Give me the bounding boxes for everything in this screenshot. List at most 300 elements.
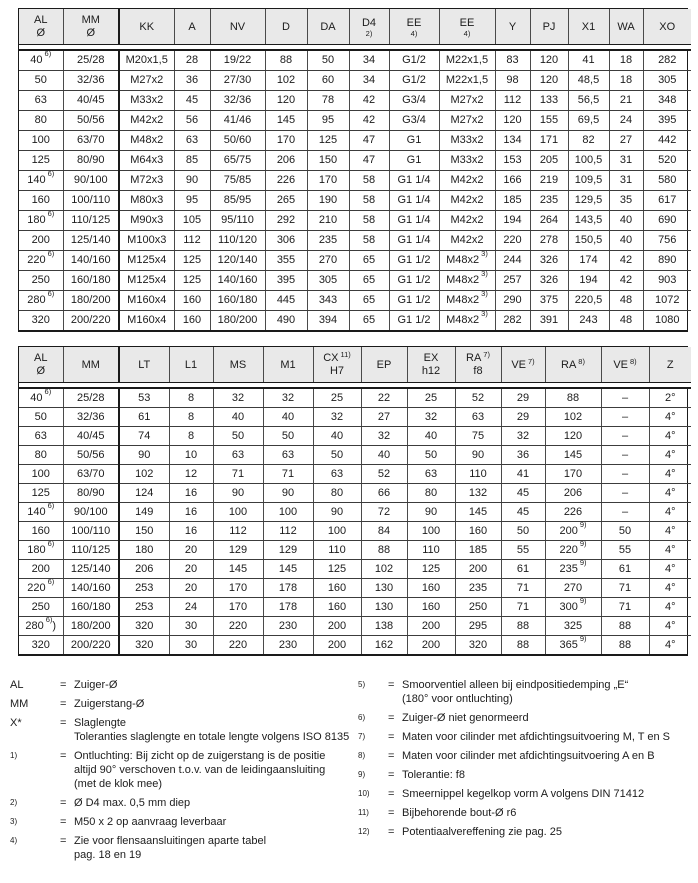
- table-cell: 31: [609, 151, 643, 171]
- table-cell: 160: [174, 311, 210, 331]
- table-cell: 219: [530, 171, 568, 191]
- table-cell: 34: [349, 50, 389, 71]
- table-cell: 80: [313, 484, 361, 503]
- table-cell: 320: [119, 617, 169, 636]
- table-cell: 200/220: [63, 311, 119, 331]
- footnote-mark: 3): [481, 250, 488, 258]
- table-cell: 120: [545, 427, 601, 446]
- table-cell: 129,5: [568, 191, 609, 211]
- table-cell: 200: [313, 636, 361, 655]
- table-cell: 61: [119, 408, 169, 427]
- table-cell: 220: [213, 617, 263, 636]
- footnote-mark: 9): [579, 521, 587, 529]
- table-cell: 150: [307, 151, 349, 171]
- table-cell: 4°: [649, 446, 691, 465]
- table-cell: 47: [349, 131, 389, 151]
- header-row: [19, 347, 691, 383]
- table-cell: 50/56: [63, 111, 119, 131]
- table-cell: 71: [601, 598, 649, 617]
- table-cell: M72x3: [119, 171, 174, 191]
- table-cell: 20: [169, 560, 213, 579]
- table-cell: 200: [313, 617, 361, 636]
- table-cell: 4°: [649, 503, 691, 522]
- footnote-entry: [358, 787, 698, 801]
- table-cell: 265: [265, 191, 307, 211]
- table-cell: 50: [263, 427, 313, 446]
- table-cell: 134: [495, 131, 530, 151]
- table-cell: 4°: [649, 598, 691, 617]
- table-cell: 102: [119, 465, 169, 484]
- table-cell: 100: [213, 503, 263, 522]
- table-row: [19, 111, 691, 131]
- equals-sign: =: [60, 750, 67, 762]
- table-cell: 32: [361, 427, 407, 446]
- footnote-entry: [10, 697, 358, 711]
- column-header: RA $^{8)}$: [545, 347, 601, 383]
- table-cell: 244: [495, 251, 530, 271]
- table2: [18, 346, 688, 656]
- table-cell: 130: [361, 579, 407, 598]
- footnote-mark: 4): [410, 28, 418, 38]
- table-cell: 305: [307, 271, 349, 291]
- table-cell: 45: [501, 484, 545, 503]
- table-cell: 348: [643, 91, 691, 111]
- table-cell: G1 1/4: [389, 191, 439, 211]
- table-cell: 25/28: [63, 388, 119, 408]
- footnotes: [10, 678, 698, 867]
- table-cell: 40: [313, 427, 361, 446]
- table-cell: 95: [174, 191, 210, 211]
- table-cell: 690: [643, 211, 691, 231]
- table-cell: –: [601, 388, 649, 408]
- column-header: MM: [63, 347, 119, 383]
- table-cell: 200: [455, 560, 501, 579]
- equals-sign: =: [60, 698, 67, 710]
- table-cell: 230: [263, 636, 313, 655]
- table-cell: 42: [609, 251, 643, 271]
- table-cell: 140/160: [210, 271, 265, 291]
- table-cell: M48x2: [119, 131, 174, 151]
- table-cell: 4°: [649, 484, 691, 503]
- footnote-mark: 6): [47, 502, 55, 510]
- table-cell: 69,5: [568, 111, 609, 131]
- table-cell: 56: [174, 111, 210, 131]
- table-cell: 325: [545, 617, 601, 636]
- table-cell: 166: [495, 171, 530, 191]
- table-cell: 200: [19, 560, 63, 579]
- table-cell: M80x3: [119, 191, 174, 211]
- table-cell: 25: [407, 388, 455, 408]
- footnote-mark: 7): [528, 356, 535, 366]
- equals-sign: =: [60, 679, 67, 691]
- table-cell: 220,5: [568, 291, 609, 311]
- table-cell: 95: [307, 111, 349, 131]
- equals-sign: =: [60, 717, 67, 729]
- table-cell: 75: [455, 427, 501, 446]
- table-cell: 80/90: [63, 484, 119, 503]
- table-cell: 20: [169, 541, 213, 560]
- table-cell: 174: [568, 251, 609, 271]
- table-cell: 40/45: [63, 427, 119, 446]
- table-cell: 88: [265, 50, 307, 71]
- table-cell: M48x2$^{3)}$: [439, 311, 495, 331]
- table-cell: 34: [349, 71, 389, 91]
- footnote-mark: 6): [44, 50, 52, 58]
- equals-sign: =: [388, 712, 395, 724]
- table-cell: 145: [265, 111, 307, 131]
- table-row: [19, 560, 691, 579]
- column-header: EE 4): [439, 9, 495, 45]
- table1-grid: [19, 9, 691, 330]
- table-cell: 145: [213, 560, 263, 579]
- table-cell: 205: [530, 151, 568, 171]
- table-row: [19, 311, 691, 331]
- column-header: VE $^{7)}$: [501, 347, 545, 383]
- footnote-text: Smoorventiel alleen bij eindpositiedemping „E“ (180° voor ontluchting): [402, 679, 629, 705]
- table-cell: 125: [174, 251, 210, 271]
- table-cell: 40$^{6)}$: [19, 50, 63, 71]
- table-cell: 32: [213, 388, 263, 408]
- table-cell: 30: [169, 617, 213, 636]
- table-cell: 32: [313, 408, 361, 427]
- table-cell: 71: [601, 579, 649, 598]
- table-cell: 32/36: [210, 91, 265, 111]
- table-cell: 110/125: [63, 211, 119, 231]
- footnote-text: Ontluchting: Bij zicht op de zuigerstang is de positie altijd 90° verschoven t.o.v. van de leidingaansluiting (met de klok mee): [74, 750, 326, 790]
- table-cell: 100: [313, 522, 361, 541]
- table-cell: 90: [407, 503, 455, 522]
- table-cell: 270: [545, 579, 601, 598]
- column-header: Y: [495, 9, 530, 45]
- table-cell: 50: [213, 427, 263, 446]
- table-cell: 40: [609, 231, 643, 251]
- table-row: [19, 131, 691, 151]
- column-header: EP: [361, 347, 407, 383]
- table-cell: 24: [609, 111, 643, 131]
- table-cell: 80/90: [63, 151, 119, 171]
- table-cell: 50: [19, 408, 63, 427]
- table-cell: 138: [361, 617, 407, 636]
- table-cell: 12: [169, 465, 213, 484]
- column-header: KK: [119, 9, 174, 45]
- table-cell: 160: [174, 291, 210, 311]
- table-cell: 140$^{6)}$: [19, 171, 63, 191]
- table-cell: 280$^{6)}$): [19, 617, 63, 636]
- table-cell: 40: [213, 408, 263, 427]
- table-cell: 890: [643, 251, 691, 271]
- footnote-entry: [10, 796, 358, 810]
- table-cell: 4°: [649, 560, 691, 579]
- table-cell: 162: [361, 636, 407, 655]
- table-cell: G1 1/2: [389, 311, 439, 331]
- footnote-text: Smeernippel kegelkop vorm A volgens DIN 71412: [402, 788, 645, 800]
- table-cell: M27x2: [439, 91, 495, 111]
- table-cell: 230: [263, 617, 313, 636]
- table-cell: 120: [530, 50, 568, 71]
- table-cell: 4°: [649, 465, 691, 484]
- table-cell: 132: [455, 484, 501, 503]
- table-cell: 18: [609, 50, 643, 71]
- equals-sign: =: [388, 679, 395, 691]
- column-header: DA: [307, 9, 349, 45]
- table-cell: 41: [501, 465, 545, 484]
- table-row: [19, 465, 691, 484]
- table-cell: 253: [119, 598, 169, 617]
- table-cell: 1072: [643, 291, 691, 311]
- table-cell: –: [601, 408, 649, 427]
- table-cell: 90/100: [63, 503, 119, 522]
- table-cell: 63: [19, 427, 63, 446]
- table-cell: 235: [455, 579, 501, 598]
- column-header: MM Ø: [63, 9, 119, 45]
- footnote-label: 10): [358, 789, 370, 798]
- table-cell: –: [601, 465, 649, 484]
- table-cell: 326: [530, 251, 568, 271]
- footnote-label: 4): [10, 836, 18, 845]
- footnote-label: MM: [10, 698, 29, 710]
- table-row: [19, 636, 691, 655]
- table-cell: M20x1,5: [119, 50, 174, 71]
- table-row: [19, 541, 691, 560]
- table-cell: 84: [361, 522, 407, 541]
- table-cell: 120: [530, 71, 568, 91]
- table-cell: 206: [545, 484, 601, 503]
- table-cell: M125x4: [119, 271, 174, 291]
- footnote-mark: 6): [47, 290, 55, 298]
- table-cell: 90: [119, 446, 169, 465]
- column-header: RA $^{7)}$ f8: [455, 347, 501, 383]
- table-cell: 190: [307, 191, 349, 211]
- table-cell: 83: [495, 50, 530, 71]
- table-cell: 25/28: [63, 50, 119, 71]
- table-cell: 365$^{9)}$: [545, 636, 601, 655]
- table-cell: 125: [174, 271, 210, 291]
- table-cell: 125: [313, 560, 361, 579]
- table-cell: 48: [609, 291, 643, 311]
- table-cell: 140/160: [63, 579, 119, 598]
- table-cell: 112: [213, 522, 263, 541]
- table-row: [19, 291, 691, 311]
- table-cell: 36: [501, 446, 545, 465]
- table-cell: 150,5: [568, 231, 609, 251]
- table-cell: 194: [568, 271, 609, 291]
- table-cell: 40: [407, 427, 455, 446]
- table-cell: G1 1/4: [389, 231, 439, 251]
- table-cell: M160x4: [119, 311, 174, 331]
- table-cell: 520: [643, 151, 691, 171]
- table-cell: 63: [263, 446, 313, 465]
- table-cell: 71: [501, 598, 545, 617]
- table-cell: 170: [545, 465, 601, 484]
- column-header: CX $^{11)}$ H7: [313, 347, 361, 383]
- table1: [18, 8, 688, 332]
- equals-sign: =: [388, 750, 395, 762]
- table-cell: 27/30: [210, 71, 265, 91]
- table-row: [19, 171, 691, 191]
- table-cell: 50: [407, 446, 455, 465]
- table-cell: 18: [609, 71, 643, 91]
- column-header: PJ: [530, 9, 568, 45]
- table-cell: 90: [263, 484, 313, 503]
- table-cell: 65/75: [210, 151, 265, 171]
- table-cell: 180/200: [63, 617, 119, 636]
- table-cell: 125: [19, 151, 63, 171]
- table-cell: 120: [495, 111, 530, 131]
- table-cell: 52: [361, 465, 407, 484]
- table-row: [19, 446, 691, 465]
- table-cell: 19/22: [210, 50, 265, 71]
- column-header: M1: [263, 347, 313, 383]
- footnotes-right: [358, 678, 698, 867]
- footnote-mark: 6): [47, 250, 55, 258]
- footnote-label: AL: [10, 679, 24, 691]
- table-cell: 220: [213, 636, 263, 655]
- table-cell: 63: [19, 91, 63, 111]
- table-cell: 40: [609, 211, 643, 231]
- table-cell: 71: [501, 579, 545, 598]
- table-cell: 112: [174, 231, 210, 251]
- table-cell: –: [601, 484, 649, 503]
- table-cell: M42x2: [439, 211, 495, 231]
- table-cell: 8: [169, 388, 213, 408]
- table-cell: 282: [495, 311, 530, 331]
- table-cell: 48: [609, 311, 643, 331]
- table-cell: 149: [119, 503, 169, 522]
- footnote-text: Zie voor flensaansluitingen aparte tabel pag. 18 en 19: [74, 835, 267, 861]
- table-cell: 52: [455, 388, 501, 408]
- table-cell: 243: [568, 311, 609, 331]
- table-row: [19, 484, 691, 503]
- table-cell: –: [601, 446, 649, 465]
- footnote-entry: [358, 678, 698, 706]
- table-cell: 102: [545, 408, 601, 427]
- table-cell: 326: [530, 271, 568, 291]
- table-row: [19, 579, 691, 598]
- footnote-label: 9): [358, 770, 366, 779]
- table-row: [19, 598, 691, 617]
- table-cell: 178: [263, 579, 313, 598]
- table-cell: 160: [313, 579, 361, 598]
- table-cell: 50: [313, 446, 361, 465]
- table-cell: 112: [263, 522, 313, 541]
- table-cell: 27: [609, 131, 643, 151]
- table-cell: 47: [349, 151, 389, 171]
- table-cell: 88: [601, 617, 649, 636]
- column-header: D4 2): [349, 9, 389, 45]
- table-cell: 194: [495, 211, 530, 231]
- column-header: AL Ø: [19, 347, 63, 383]
- table-cell: 80: [407, 484, 455, 503]
- table-cell: 226: [265, 171, 307, 191]
- table-cell: 143,5: [568, 211, 609, 231]
- table-cell: 109,5: [568, 171, 609, 191]
- footnote-label: 11): [358, 808, 369, 817]
- table-cell: 250: [19, 271, 63, 291]
- table-cell: 90: [455, 446, 501, 465]
- table-cell: 120/140: [210, 251, 265, 271]
- table-cell: M42x2: [439, 231, 495, 251]
- table-cell: 170: [213, 579, 263, 598]
- table-cell: 160/180: [63, 271, 119, 291]
- table-cell: 110: [407, 541, 455, 560]
- table-cell: 61: [501, 560, 545, 579]
- column-header: MS: [213, 347, 263, 383]
- table-cell: 58: [349, 191, 389, 211]
- table-cell: 391: [530, 311, 568, 331]
- table-cell: 306: [265, 231, 307, 251]
- footnote-mark: 3): [481, 310, 488, 318]
- footnote-label: 1): [10, 751, 18, 760]
- table-cell: 292: [265, 211, 307, 231]
- table-cell: G1: [389, 131, 439, 151]
- table-row: [19, 617, 691, 636]
- footnote-mark: 8): [630, 356, 637, 366]
- table-cell: 88: [501, 636, 545, 655]
- table-cell: 226: [545, 503, 601, 522]
- table-cell: 32/36: [63, 408, 119, 427]
- table-cell: G1 1/2: [389, 291, 439, 311]
- table-cell: 170: [307, 171, 349, 191]
- table-cell: 100: [263, 503, 313, 522]
- table-cell: 300$^{9)}$: [545, 598, 601, 617]
- footnote-entry: [358, 711, 698, 725]
- table-cell: 220$^{9)}$: [545, 541, 601, 560]
- footnote-label: 3): [10, 817, 18, 826]
- table-cell: 125/140: [63, 231, 119, 251]
- footnote-mark: 9): [579, 635, 587, 643]
- table-cell: 66: [361, 484, 407, 503]
- table-cell: 130: [361, 598, 407, 617]
- table-cell: 185: [455, 541, 501, 560]
- table-cell: 100: [19, 465, 63, 484]
- table-cell: 320: [19, 311, 63, 331]
- footnote-text: Zuigerstang-Ø: [74, 698, 145, 710]
- table-cell: M160x4: [119, 291, 174, 311]
- table-cell: 63: [213, 446, 263, 465]
- table-cell: 280$^{6)}$: [19, 291, 63, 311]
- footnote-mark: 9): [579, 540, 587, 548]
- table-cell: 72: [361, 503, 407, 522]
- table-cell: 442: [643, 131, 691, 151]
- table-cell: 55: [501, 541, 545, 560]
- footnote-mark: 9): [579, 559, 587, 567]
- footnote-label: 2): [10, 798, 18, 807]
- column-header: D: [265, 9, 307, 45]
- column-header: XO: [643, 9, 691, 45]
- footnote-entry: [358, 806, 698, 820]
- table-cell: 220: [495, 231, 530, 251]
- table-cell: G3/4: [389, 91, 439, 111]
- table-cell: 16: [169, 503, 213, 522]
- table-cell: –: [601, 427, 649, 446]
- table-cell: 45: [501, 503, 545, 522]
- table-cell: 375: [530, 291, 568, 311]
- table-cell: 200: [407, 636, 455, 655]
- table-cell: 88: [361, 541, 407, 560]
- table-cell: 102: [361, 560, 407, 579]
- footnote-entry: [10, 678, 358, 692]
- footnote-entry: [358, 825, 698, 839]
- table-cell: 100: [407, 522, 455, 541]
- footnote-text: Bijbehorende bout-Ø r6: [402, 807, 517, 819]
- footnote-mark: 6): [47, 578, 55, 586]
- table-row: [19, 503, 691, 522]
- footnote-mark: 6): [45, 616, 53, 624]
- footnote-text: Zuiger-Ø niet genormeerd: [402, 712, 529, 724]
- table-cell: 16: [169, 484, 213, 503]
- table-cell: 124: [119, 484, 169, 503]
- column-header: L1: [169, 347, 213, 383]
